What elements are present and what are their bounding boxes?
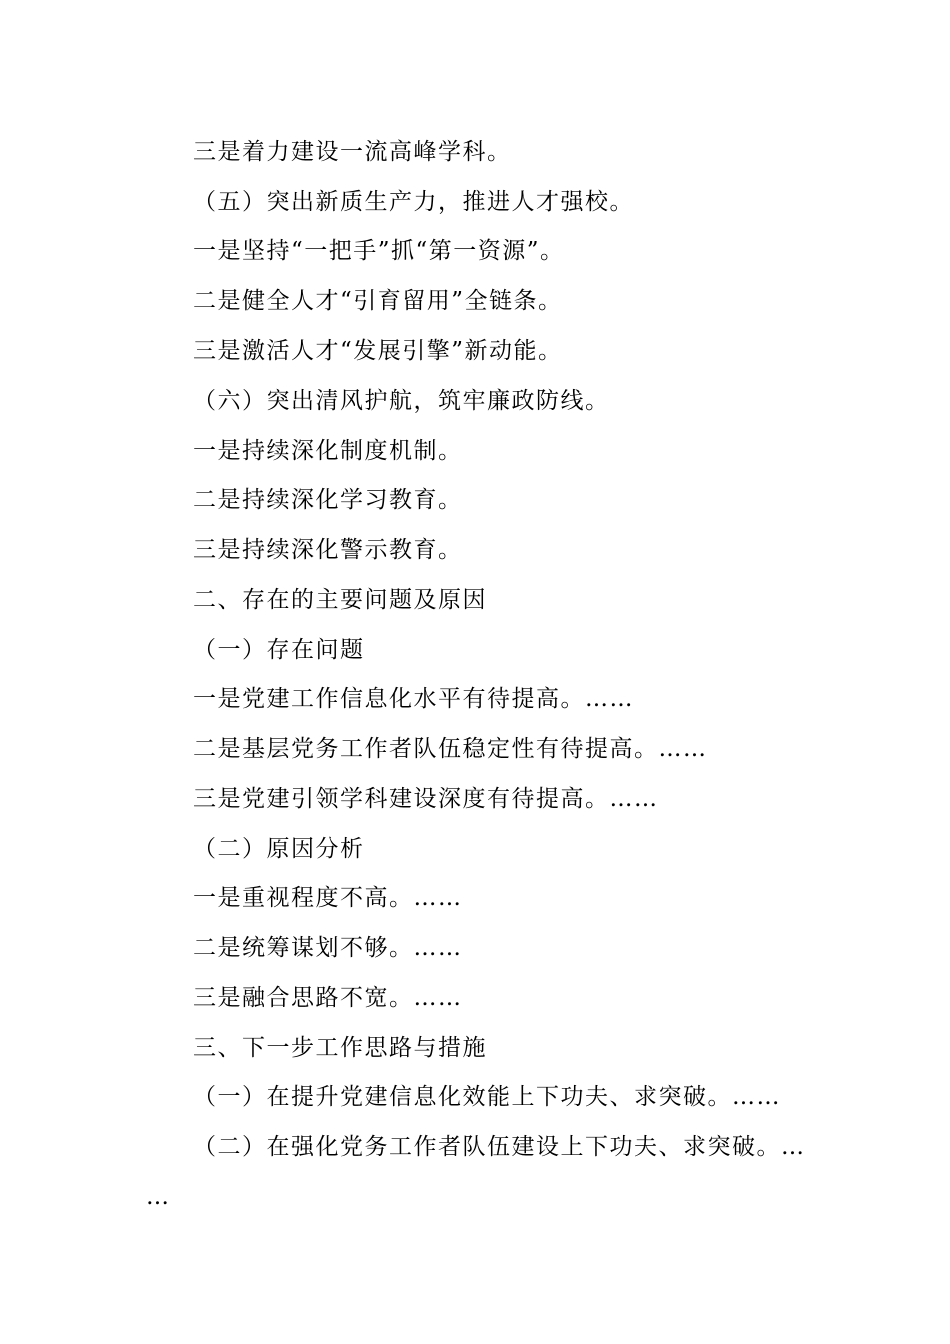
text-line: 三是着力建设一流高峰学科。 bbox=[193, 139, 512, 165]
section-heading: （六）突出清风护航，筑牢廉政防线。 bbox=[193, 388, 610, 414]
text-line: 一是持续深化制度机制。 bbox=[193, 438, 463, 464]
text-line: 一是重视程度不高。…… bbox=[193, 885, 463, 911]
text-line: 二是持续深化学习教育。 bbox=[193, 487, 463, 513]
text-line: 二是健全人才“引育留用”全链条。 bbox=[193, 288, 563, 314]
text-line: 二是统筹谋划不够。…… bbox=[193, 935, 463, 961]
chapter-heading: 三、下一步工作思路与措施 bbox=[193, 1035, 487, 1061]
text-line: 三是激活人才“发展引擎”新动能。 bbox=[193, 338, 563, 364]
section-heading: （二）在强化党务工作者队伍建设上下功夫、求突破。… bbox=[193, 1134, 806, 1160]
section-heading: （一）存在问题 bbox=[193, 637, 365, 663]
section-heading: （五）突出新质生产力，推进人才强校。 bbox=[193, 189, 634, 215]
chapter-heading: 二、存在的主要问题及原因 bbox=[193, 587, 487, 613]
text-line: 三是融合思路不宽。…… bbox=[193, 985, 463, 1011]
text-line: 三是持续深化警示教育。 bbox=[193, 537, 463, 563]
text-line: 一是坚持“一把手”抓“第一资源”。 bbox=[193, 238, 565, 264]
section-heading: （一）在提升党建信息化效能上下功夫、求突破。…… bbox=[193, 1084, 781, 1110]
text-line: 三是党建引领学科建设深度有待提高。…… bbox=[193, 786, 659, 812]
text-line: 二是基层党务工作者队伍稳定性有待提高。…… bbox=[193, 736, 708, 762]
text-line: 一是党建工作信息化水平有待提高。…… bbox=[193, 686, 634, 712]
section-heading: （二）原因分析 bbox=[193, 836, 365, 862]
text-line-continuation: … bbox=[146, 1184, 171, 1210]
